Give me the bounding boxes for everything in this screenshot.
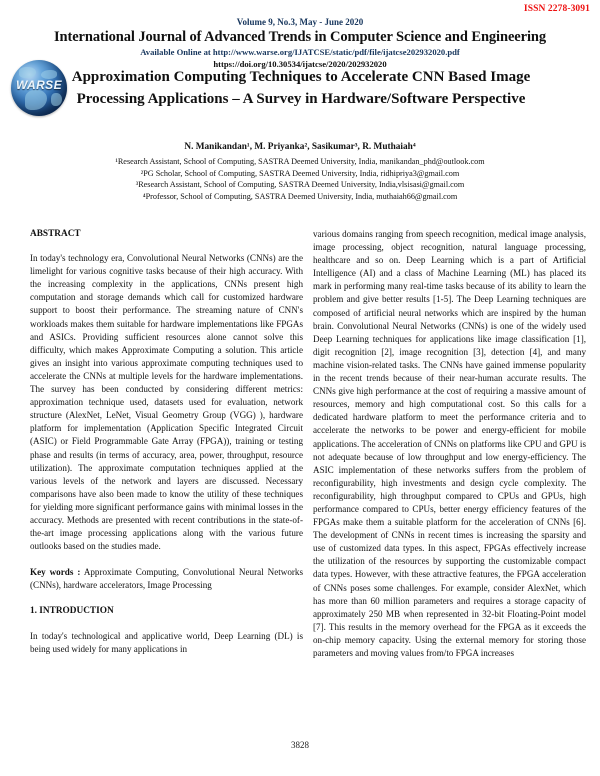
affiliation-item: ³Research Assistant, School of Computing, SASTRA Deemed University, India,vlsisasi@gmail.com — [135, 180, 465, 190]
issn-label: ISSN 2278-3091 — [523, 4, 590, 14]
keywords-block — [30, 566, 303, 592]
right-column — [313, 228, 586, 660]
affiliation-item: ⁴Professor, School of Computing, SASTRA Deemed University, India, muthaiah66@gmail.com — [142, 191, 458, 201]
keywords-label: Key words : — [30, 567, 81, 578]
warse-logo-text: WARSE — [15, 78, 62, 92]
affiliation-item: ²PG Scholar, School of Computing, SASTRA Deemed University, India, ridhipriya3@gmail.com — [140, 168, 460, 178]
available-online-link[interactable]: Available Online at http://www.warse.org/IJATCSE/static/pdf/file/ijatcse202932020.pdf — [140, 47, 460, 57]
keywords-text: Approximate Computing, Convolutional Neural Networks (CNNs), hardware accelerators, Image Processing — [30, 567, 303, 591]
left-column — [30, 228, 303, 656]
journal-title: International Journal of Advanced Trends in Computer Science and Engineering — [53, 29, 547, 45]
introduction-continuation-text: various domains ranging from speech recognition, medical image analysis, image processing, object recognition, natural language processing, healthcare and so on. Deep Learning which is a part of Artificial Intelligence (AI) and a class of Machine Learning (ML) has placed its mark in performing many real-time tasks because of its ability to learn the problem and give better results [1-5]. The Deep Learning techniques are composed of artificial neural networks which are inspired by the human brain. Convolutional Neural Networks (CNNs) is one of the widely used Deep Learning techniques for applications like image classification [1], digit recognition [2], image recognition [3], detection [4], and many machine vision-related tasks. The CNNs have gained immense popularity in the recent trends because of their near-human accurate results. The CNNs give high performance at the cost of requiring a massive amount of resources, memory and high computational cost. So this calls for a dedicated hardware platform to meet the performance criteria and to accelerate the networks to be power and energy-efficient for mobile applications. The acceleration of CNNs on platforms like CPU and GPU is not adequate because of low throughput and low energy-efficiency. The ASIC implementation of these networks suffers from the problem of reconfigurability, high investments and design cycle complexity. The reconfigurability, high throughput compared to CPUs and GPUs, high performance compared to CPUs, better energy efficiency features of the FPGAs make them a suitable platform for the acceleration of CNNs [6]. The development of CNNs in recent times is increasing the sparsity and use of customized data types. In this aspect, FPGAs effectively increase the utilization of the resources by supporting the customizable compact data types. However, with these attractive features, the FPGA acceleration of CNNs poses some challenges. For example, consider AlexNet, which has more than 60 million parameters and requires a storage capacity of approximately 250 MB when represented in 32-bit Floating-Point model [7]. This results in the memory overhead for the FPGA as it exceeds the on-chip memory capacity. Using the external memory for storing those parameters and moving values from/to FPGA increases — [313, 229, 586, 658]
doi-link[interactable]: https://doi.org/10.30534/ijatcse/2020/202932020 — [213, 59, 387, 69]
page-title: Approximation Computing Techniques to Accelerate CNN Based Image Processing Applications – A Survey in Hardware/Software Perspective — [71, 69, 531, 107]
volume-line: Volume 9, No.3, May - June 2020 — [236, 17, 364, 27]
journal-masthead — [0, 16, 600, 70]
introduction-text: In today's technological and applicative world, Deep Learning (DL) is being used widely for many applications in — [30, 630, 303, 654]
author-list: N. Manikandan¹, M. Priyanka², Sasikumar³, R. Muthaiah⁴ — [184, 142, 416, 152]
affiliation-item: ¹Research Assistant, School of Computing, SASTRA Deemed University, India, manikandan_phd@outlook.com — [115, 157, 485, 166]
page-number: 3828 — [291, 740, 309, 750]
abstract-text: In today's technology era, Convolutional Neural Networks (CNNs) are the limelight for various cognitive tasks because of their high accuracy. With the increasing complexity in the applications, CNNs present high computation and storage demands which call for customized hardware support to boost their performance. The streaming nature of CNN's workloads makes them suitable for hardware implementations like FPGAs and ASICs. Providing sufficient resources alone cannot solve this difficulty, which makes Approximate Computing a solution. This article gives an insight into various approximate computing techniques used to accelerate the CNNs at multiple levels for the hardware implementations. The survey has been conducted by considering different metrics: approximation technique used, datasets used for evaluation, network structure (AlexNet, LeNet, Visual Geometry Group (VGG) ), hardware platform for implementation (Application Specific Integrated Circuit (ASIC) or Field Programmable Gate Array (FPGA)), training or testing phase and results (in terms of accuracy, area, power, throughput, resource utilization). The approximate computation techniques applied at the various levels of the network and layers are discussed. Necessary comparisons have also been made to know the utility of these techniques for yielding more significant performance gains with minimal losses in the accuracy. Methods are presented with recent contributions in the state-of-the-art image processing applications along with the various future outlooks based on the studies made. — [30, 253, 303, 552]
abstract-heading: ABSTRACT — [30, 229, 81, 239]
affiliation-list — [0, 156, 600, 202]
introduction-heading: 1. INTRODUCTION — [30, 606, 114, 617]
